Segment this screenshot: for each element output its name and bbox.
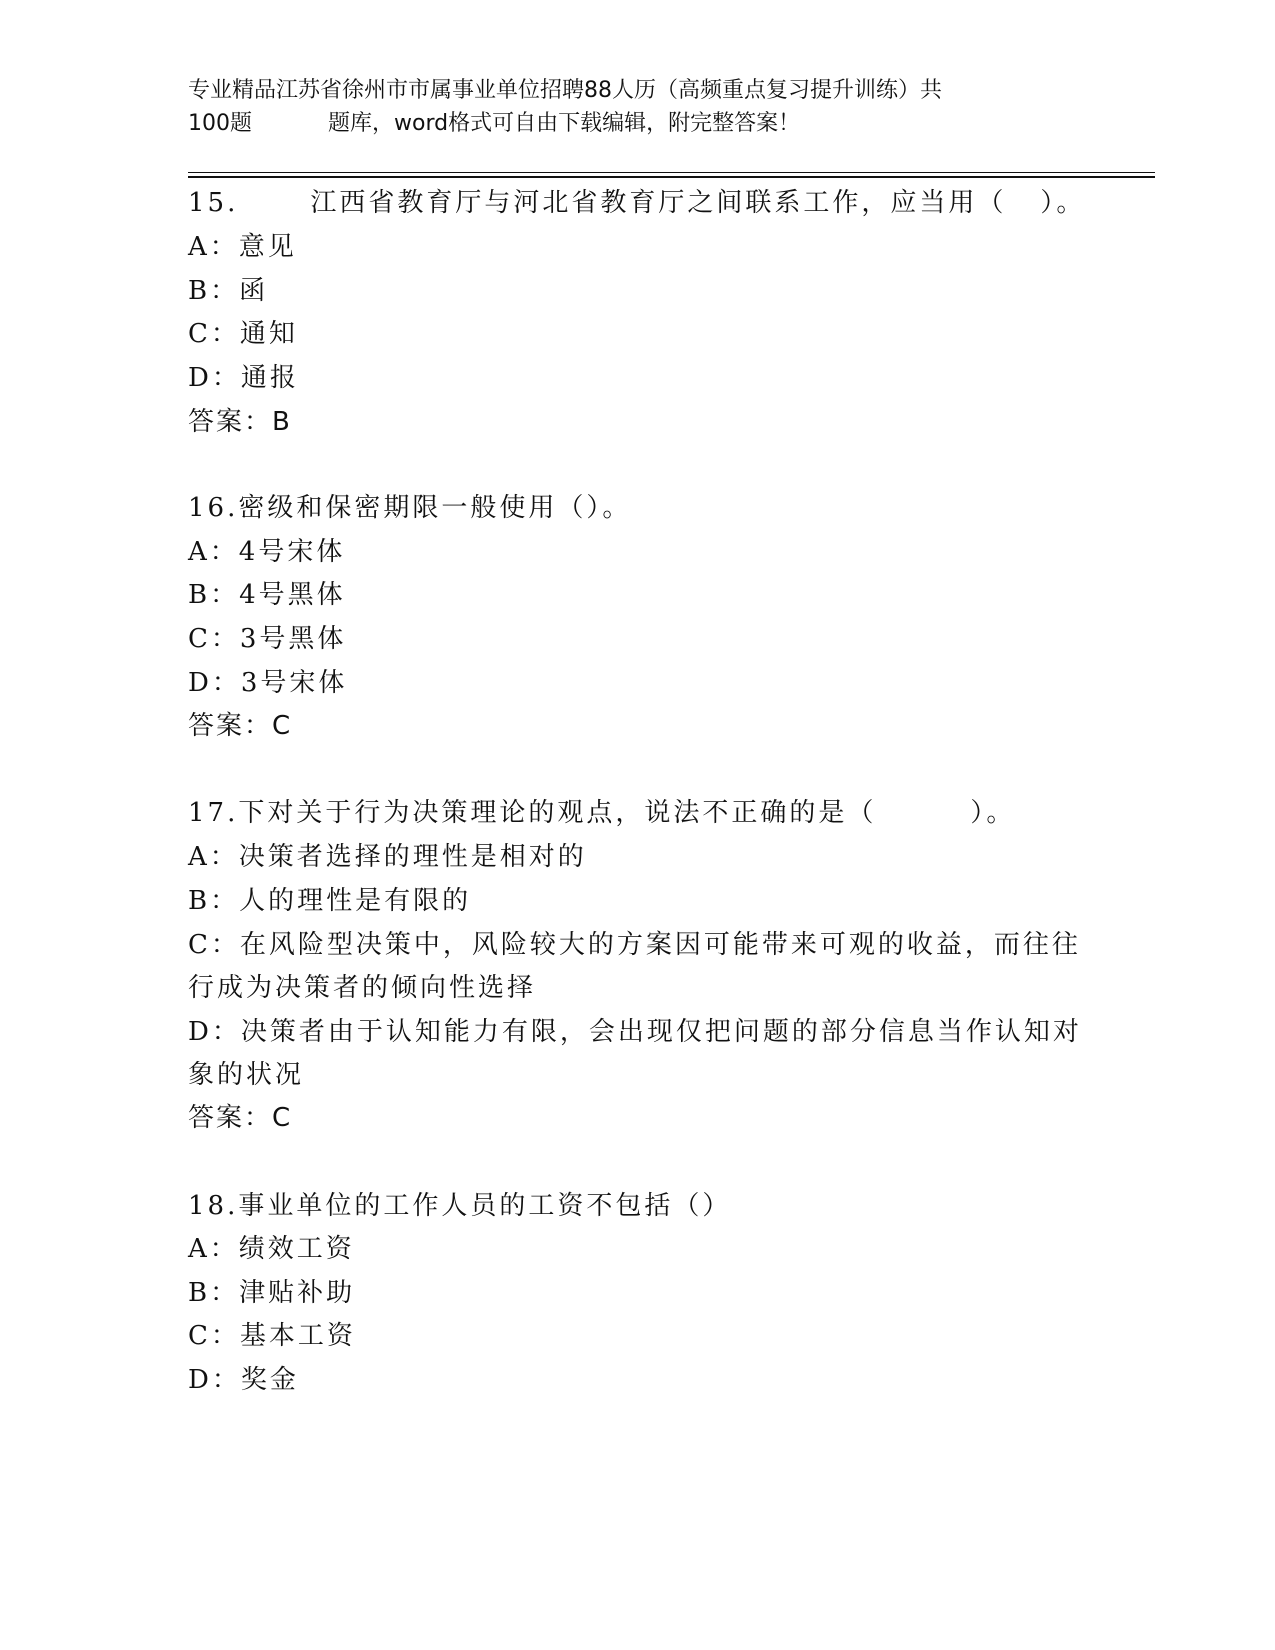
question-15-stem: 15. 江西省教育厅与河北省教育厅之间联系工作，应当用（ ）。 [188,188,1086,218]
question-18-option-c: C：基本工资 [188,1321,356,1351]
question-16-option-c: C：3号黑体 [188,624,347,654]
question-15-option-a: A：意见 [188,232,297,262]
question-15-answer: 答案：B [188,407,292,437]
question-17-option-a: A：决策者选择的理性是相对的 [188,842,587,872]
question-15-option-d: D：通报 [188,363,299,393]
header-title-line-2 [188,107,1068,140]
question-16-stem: 16.密级和保密期限一般使用（）。 [188,493,632,523]
question-16-option-a: A：4号宋体 [188,537,346,567]
question-17-option-b: B：人的理性是有限的 [188,886,472,916]
question-17-number: 17. [188,798,239,828]
header-title-line-1: 专业精品江苏省徐州市市属事业单位招聘88人历（高频重点复习提升训练）共 [188,78,942,103]
question-17-option-d-continued: 象的状况 [188,1060,305,1090]
question-18-option-b: B：津贴补助 [188,1278,356,1308]
question-17-option-c-continued: 行成为决策者的倾向性选择 [188,973,537,1003]
question-17-answer: 答案：C [188,1103,293,1133]
question-18-option-d: D：奖金 [188,1365,299,1395]
header-question-count: 100题 [188,111,252,136]
question-18-number: 18. [188,1191,239,1221]
question-15-option-c: C：通知 [188,319,298,349]
question-18-option-a: A：绩效工资 [188,1234,355,1264]
question-17-stem: 17.下对关于行为决策理论的观点，说法不正确的是（ ）。 [188,798,1016,828]
header-divider-thin [188,172,1155,173]
question-17-option-d: D：决策者由于认知能力有限，会出现仅把问题的部分信息当作认知对 [188,1017,1082,1047]
question-18-stem: 18.事业单位的工作人员的工资不包括（） [188,1191,732,1221]
question-16-number: 16. [188,493,239,523]
header-subtitle: 题库，word格式可自由下载编辑，附完整答案！ [328,111,801,136]
header-divider-thick [188,176,1155,178]
question-15-option-b: B：函 [188,276,269,306]
document-header [188,74,1068,140]
question-16-option-d: D：3号宋体 [188,668,348,698]
question-17-option-c: C：在风险型决策中，风险较大的方案因可能带来可观的收益，而往往 [188,930,1081,960]
question-15-number: 15. [188,188,239,218]
question-16-option-b: B：4号黑体 [188,580,346,610]
question-16-answer: 答案：C [188,711,293,741]
